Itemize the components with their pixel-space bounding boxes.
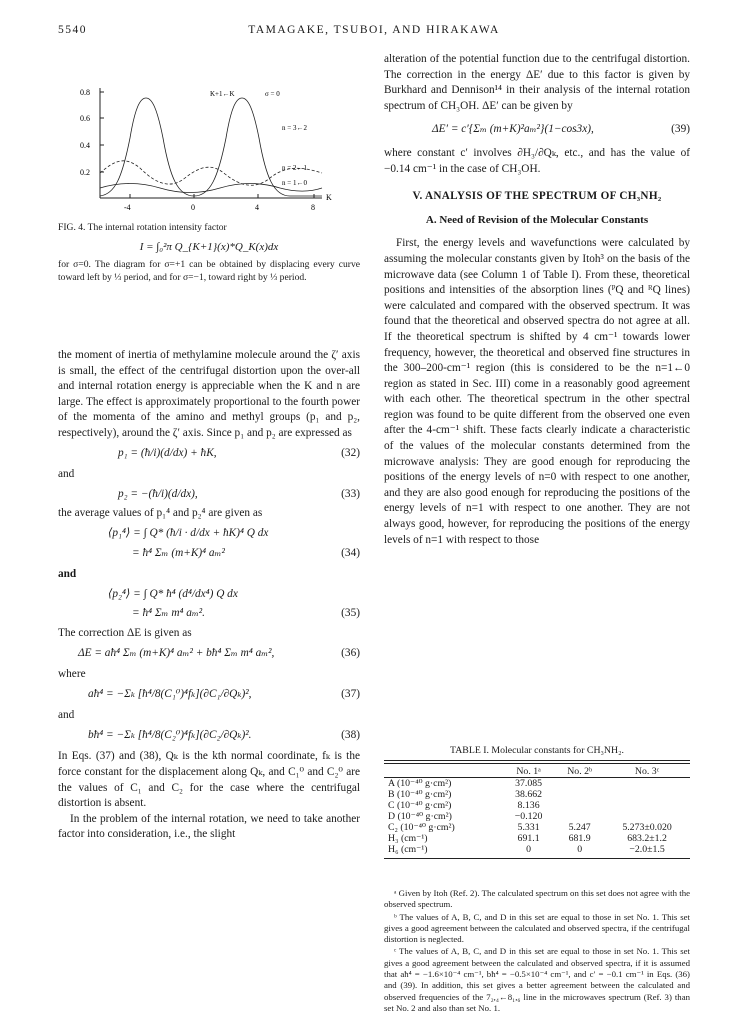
equation-text: ΔE = aħ⁴ Σₘ (m+K)⁴ aₘ² + bħ⁴ Σₘ m⁴ aₘ², bbox=[78, 646, 275, 659]
equation-32 bbox=[58, 446, 360, 462]
table-cell: C (10⁻⁴⁰ g·cm²) bbox=[388, 800, 452, 811]
equation-38 bbox=[58, 728, 360, 744]
table-cell: 8.136 bbox=[517, 800, 540, 811]
table-cell: B (10⁻⁴⁰ g·cm²) bbox=[388, 789, 452, 800]
table-cell: 5.331 bbox=[517, 822, 540, 833]
table-cell: 38.662 bbox=[515, 789, 543, 800]
table-cell: D (10⁻⁴⁰ g·cm²) bbox=[388, 811, 452, 822]
equation-text: p₂ = −(ħ/i)(d/dx), bbox=[118, 487, 198, 500]
label-sigma: σ = 0 bbox=[265, 90, 280, 98]
equation-number: (33) bbox=[341, 487, 360, 500]
running-header: TAMAGAKE, TSUBOI, AND HIRAKAWA bbox=[248, 24, 500, 36]
paragraph: In Eqs. (37) and (38), Qₖ is the kth normal coordinate, fₖ is the force constant for the displacement along Qₖ, and C₁⁰ and C₂⁰ are the values of C₁ and C₂ for the case where the centrifugal distortion is absent. bbox=[58, 750, 360, 810]
paragraph: In the problem of the internal rotation, we need to take another factor into consideration, i.e., the slight bbox=[58, 812, 360, 841]
table-row bbox=[384, 844, 690, 855]
equation-text: aħ⁴ = −Σₖ [ħ⁴/8(C₁⁰)⁴fₖ](∂C₁/∂Qₖ)², bbox=[88, 687, 252, 700]
table-cell: 681.9 bbox=[568, 833, 591, 844]
footnote: ᶜ The values of A, B, C, and D in this set are equal to those in set No. 1. This set gives a good agreement between the calculated and observed spectra, if it is assumed that aħ⁴ = −1.6×10⁻⁴ cm⁻¹, bħ⁴ = −0.5×10⁻⁴ cm⁻¹, and c′ = −0.1 cm⁻¹ in Eqs. (36) and (39). In addition, this set gives a better agreement between the calculated and observed frequencies of the 7₂,₄←8₁,₆ line in the microwaves spectrum (Ref. 3) than set No. 2 and also than set No. 1. bbox=[384, 946, 690, 1013]
table-cell: 5.273±0.020 bbox=[622, 822, 672, 833]
constants-table bbox=[384, 766, 690, 855]
table-cell: C₂ (10⁻⁴⁰ g·cm²) bbox=[388, 822, 455, 833]
table-header: No. 1ᵃ bbox=[516, 766, 541, 777]
table-cell: 683.2±1.2 bbox=[627, 833, 667, 844]
equation-number: (36) bbox=[341, 646, 360, 659]
intensity-factor-plot bbox=[60, 78, 360, 218]
table-cell: 0 bbox=[526, 844, 532, 855]
connector-text: and bbox=[58, 568, 77, 581]
y-tick-label: 0.2 bbox=[80, 168, 90, 177]
equation-text: p₁ = (ħ/i)(d/dx) + ħK, bbox=[118, 446, 217, 459]
table-title: TABLE I. Molecular constants for CH₃NH₂. bbox=[450, 745, 624, 756]
figure-4 bbox=[60, 78, 360, 218]
table-row bbox=[384, 789, 690, 800]
table-header: No. 3ᶜ bbox=[634, 766, 660, 777]
table-cell bbox=[555, 811, 604, 822]
equation-36 bbox=[58, 646, 360, 662]
x-tick-label: 8 bbox=[311, 203, 315, 212]
table-row bbox=[384, 822, 690, 833]
paragraph: the moment of inertia of methylamine molecule around the ζ′ axis is small, the effect of the centrifugal distortion upon the over-all and internal rotation energy is appreciable when the K and n are large. The effect is approximately proportional to the fourth power of the momenta of the amino and methyl groups (p₁ and p₂, respectively), around the ζ′ axis. Since p₁ and p₂ are expressed as bbox=[58, 349, 360, 439]
caption-text: for σ=0. The diagram for σ=+1 can be obtained by displacing every curve toward left by ⅓ period, and for σ=−1, toward right by ⅓ period. bbox=[58, 259, 360, 283]
paragraph: where constant c′ involves ∂H₃/∂Qₖ, etc., and has the value of −0.14 cm⁻¹ in the case of CH₃OH. bbox=[384, 146, 690, 175]
page-number: 5540 bbox=[58, 24, 87, 36]
table-1 bbox=[384, 745, 690, 859]
table-cell: 37.085 bbox=[515, 778, 543, 789]
y-tick-label: 0.4 bbox=[80, 141, 90, 150]
table-cell bbox=[555, 800, 604, 811]
equation-37 bbox=[58, 687, 360, 703]
equation-number: (32) bbox=[341, 446, 360, 459]
table-cell: 691.1 bbox=[517, 833, 540, 844]
curve-label: n = 3←2 bbox=[282, 124, 307, 132]
table-cell bbox=[555, 778, 604, 790]
subsection-heading: A. Need of Revision of the Molecular Constants bbox=[425, 213, 649, 226]
table-header bbox=[384, 766, 502, 778]
equation-35a bbox=[58, 587, 360, 603]
figure-caption bbox=[58, 222, 360, 284]
caption-formula: I = ∫₀²π Q_{K+1}(x)*Q_K(x)dx bbox=[139, 240, 279, 253]
x-tick-label: 0 bbox=[191, 203, 195, 212]
label-k: K+1←K bbox=[210, 90, 235, 98]
x-axis-label: K bbox=[326, 193, 332, 202]
x-tick-label: 4 bbox=[255, 203, 259, 212]
table-cell: H₃ (cm⁻¹) bbox=[388, 833, 428, 844]
table-cell bbox=[555, 789, 604, 800]
y-tick-label: 0.8 bbox=[80, 88, 90, 97]
equation-34a bbox=[58, 526, 360, 542]
equation-number: (39) bbox=[671, 123, 690, 136]
equation-number: (35) bbox=[341, 607, 360, 620]
connector-text: and bbox=[58, 709, 75, 722]
footnote: ᵃ Given by Itoh (Ref. 2). The calculated spectrum on this set does not agree with the observed spectrum. bbox=[384, 888, 690, 910]
equation-35b bbox=[58, 606, 360, 622]
equation-text: ⟨p₁⁴⟩ = ∫ Q* (ħ/i · d/dx + ħK)⁴ Q dx bbox=[108, 526, 269, 539]
table-cell: 0 bbox=[577, 844, 583, 855]
table-cell bbox=[604, 789, 690, 800]
table-cell bbox=[604, 778, 690, 790]
table-cell bbox=[604, 811, 690, 822]
table-cell: A (10⁻⁴⁰ g·cm²) bbox=[388, 778, 452, 789]
section-heading: V. ANALYSIS OF THE SPECTRUM OF CH₃NH₂ bbox=[412, 190, 662, 203]
table-row bbox=[384, 833, 690, 844]
equation-39 bbox=[384, 122, 690, 138]
equation-text: = ħ⁴ Σₘ (m+K)⁴ aₘ² bbox=[132, 546, 225, 559]
footnote: ᵇ The values of A, B, C, and D in this set are equal to those in set No. 1. This set gives a good agreement between the calculated and observed spectra, if the centrifugal distortion is neglected. bbox=[384, 911, 690, 945]
paragraph: alteration of the potential function due to the centrifugal distortion. The correction in the energy ΔE′ due to this factor is given by Burkhard and Dennison¹⁴ in their analysis of the internal rotation spectrum of CH₃OH. ΔE′ can be given by bbox=[384, 53, 690, 112]
connector-text: and bbox=[58, 468, 75, 481]
caption-title: FIG. 4. The internal rotation intensity factor bbox=[58, 222, 227, 233]
table-header: No. 2ᵇ bbox=[567, 766, 593, 777]
x-tick-label: -4 bbox=[124, 203, 131, 212]
left-column bbox=[58, 348, 360, 843]
table-cell: −0.120 bbox=[514, 811, 543, 822]
curve-label: n = 2←1 bbox=[282, 164, 307, 172]
equation-33 bbox=[58, 487, 360, 503]
paragraph: The correction ΔE is given as bbox=[58, 626, 192, 639]
table-row bbox=[384, 778, 690, 790]
curve-label: n = 1←0 bbox=[282, 179, 307, 187]
right-column bbox=[384, 52, 690, 548]
equation-number: (38) bbox=[341, 728, 360, 741]
equation-number: (34) bbox=[341, 546, 360, 559]
table-footnotes bbox=[384, 888, 690, 1015]
table-row bbox=[384, 811, 690, 822]
table-cell: 5.247 bbox=[568, 822, 591, 833]
equation-34b bbox=[58, 546, 360, 562]
equation-text: ⟨p₂⁴⟩ = ∫ Q* ħ⁴ (d⁴/dx⁴) Q dx bbox=[108, 587, 238, 600]
equation-text: bħ⁴ = −Σₖ [ħ⁴/8(C₂⁰)⁴fₖ](∂C₂/∂Qₖ)². bbox=[88, 728, 252, 741]
y-tick-label: 0.6 bbox=[80, 114, 90, 123]
table-cell bbox=[604, 800, 690, 811]
table-row bbox=[384, 800, 690, 811]
paragraph: First, the energy levels and wavefunctions were calculated by assuming the molecular constants given by Itoh³ on the basis of the microwave data (see Column 1 of Table I). From these, theoretical positions and intensities of the absorption lines (ᴾQ and ᴿQ lines) were calculated and compared with the observed spectrum. It was found that the theoretical and observed spectra do not agree at all. If the theoretical spectrum is shifted by 4 cm⁻¹ towards lower frequency, however, the theoretical and observed fine structures in the 300–200-cm⁻¹ region (this is considered to be the n=1←0 region as stated in Sec. III) come in a reasonably good agreement with each other. The theoretical spectrum in the other spectral region was found to be quite different from the observed one even after the 4-cm⁻¹ shift. These facts clearly indicate a characteristic of the values of the molecular constants determined from the microwave analysis: They are good enough for reproducing the positions of the energy levels of n=0 with respect to one another, and they are also good enough for reproducing the positions of the energy levels of n=1 with respect to one another. They are not always good, however, for reproducing the positions of the energy levels of n=1 with respect to those bbox=[384, 237, 690, 546]
table-cell: −2.0±1.5 bbox=[629, 844, 665, 855]
equation-text: ΔE′ = c′{Σₘ (m+K)²aₘ²}(1−cos3x), bbox=[432, 123, 594, 136]
equation-text: = ħ⁴ Σₘ m⁴ aₘ². bbox=[132, 607, 206, 620]
equation-number: (37) bbox=[341, 687, 360, 700]
y-ticks bbox=[100, 92, 104, 172]
paragraph: the average values of p₁⁴ and p₂⁴ are given as bbox=[58, 507, 263, 520]
connector-text: where bbox=[58, 668, 86, 681]
table-cell: H₆ (cm⁻¹) bbox=[388, 844, 428, 855]
